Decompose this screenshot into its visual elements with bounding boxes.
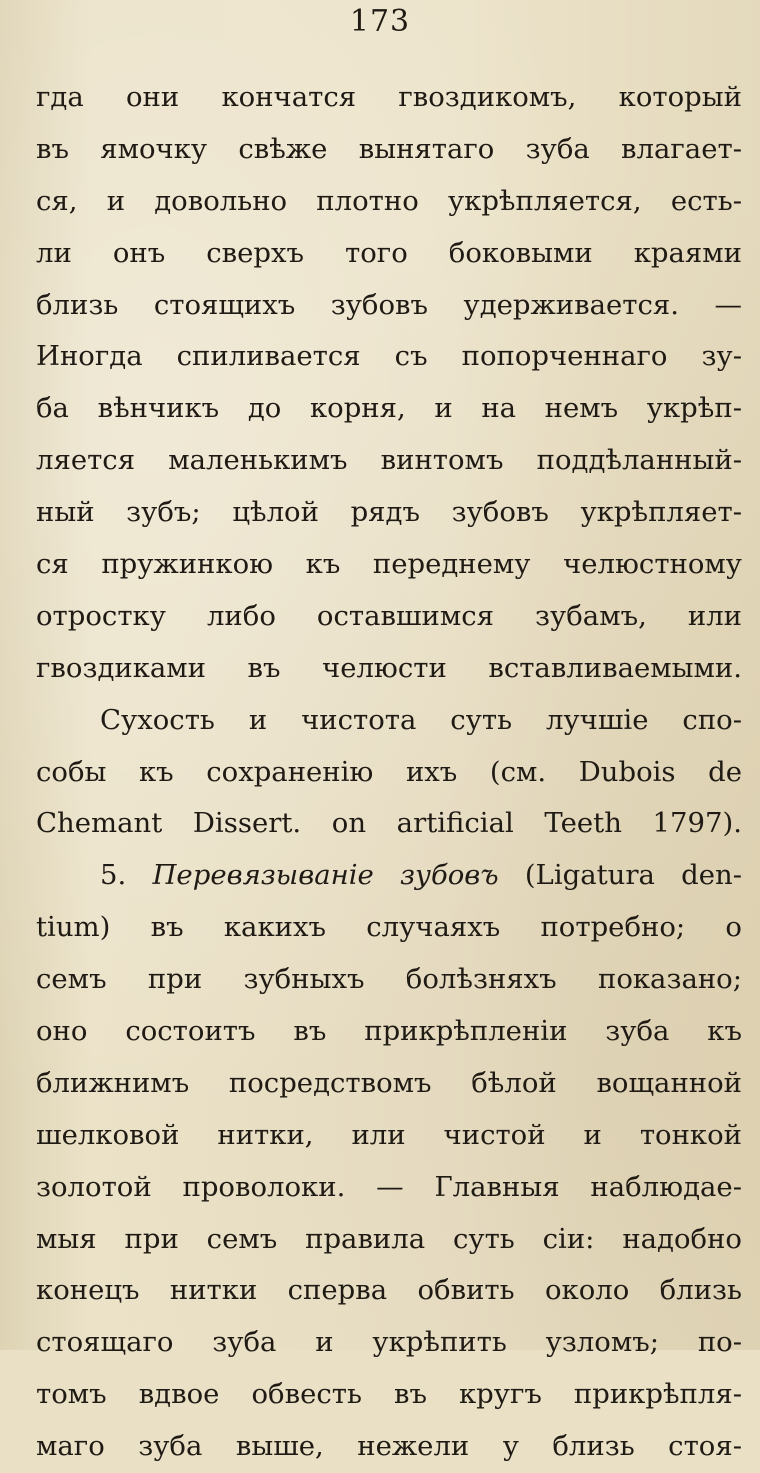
text-line: отростку либо оставшимся зубамъ, или [36,599,742,632]
text-line: конецъ нитки сперва обвить около близь [36,1274,742,1307]
text-line: ся, и довольно плотно укрѣпляется, есть- [36,184,742,217]
text-line: tium) въ какихъ случаяхъ потребно; о [36,911,742,944]
text-line: ли онъ сверхъ того боковыми краями [36,236,742,269]
text-line: мыя при семъ правила суть сіи: надобно [36,1222,742,1255]
section-title: Перевязываніе зубовъ [152,859,499,892]
body-text [36,72,742,1473]
text-line: ный зубъ; цѣлой рядъ зубовъ укрѣпляет- [36,496,742,529]
text-line: ся пружинкою къ переднему челюстному [36,548,742,581]
text-line: семъ при зубныхъ болѣзняхъ показано; [36,963,742,996]
text-line: ба вѣнчикъ до корня, и на немъ укрѣп- [36,392,742,425]
section-heading-line [36,850,742,902]
paragraph-start-line: Сухость и чистота суть лучшіе спо- [100,703,742,736]
section-number: 5. [100,859,153,892]
text-line: ближнимъ посредствомъ бѣлой вощанной [36,1066,742,1099]
text-line: гвоздиками въ челюсти вставливаемыми. [36,651,742,684]
text-line: въ ямочку свѣже вынятаго зуба влагает- [36,132,742,165]
text-line: оно состоитъ въ прикрѣпленіи зуба къ [36,1015,742,1048]
section-title-latin: (Ligatura den- [498,859,742,892]
text-line: собы къ сохраненію ихъ (см. Dubois de [36,755,742,788]
text-line: маго зуба выше, нежели у близь стоя- [36,1430,742,1463]
text-line: томъ вдвое обвесть въ кругъ прикрѣпля- [36,1378,742,1411]
text-line: ляется маленькимъ винтомъ поддѣланный- [36,444,742,477]
text-line: шелковой нитки, или чистой и тонкой [36,1118,742,1151]
text-line: Chemant Dissert. on artificial Teeth 1797). [36,807,742,840]
text-line: Иногда спиливается съ попорченнаго зу- [36,340,742,373]
text-line: стоящаго зуба и укрѣпить узломъ; по- [36,1326,742,1359]
text-line: золотой проволоки. — Главныя наблюдае- [36,1170,742,1203]
text-line: гда они кончатся гвоздикомъ, который [36,81,742,113]
page-number: 173 [349,4,411,39]
text-line: близь стоящихъ зубовъ удерживается. — [36,288,742,321]
